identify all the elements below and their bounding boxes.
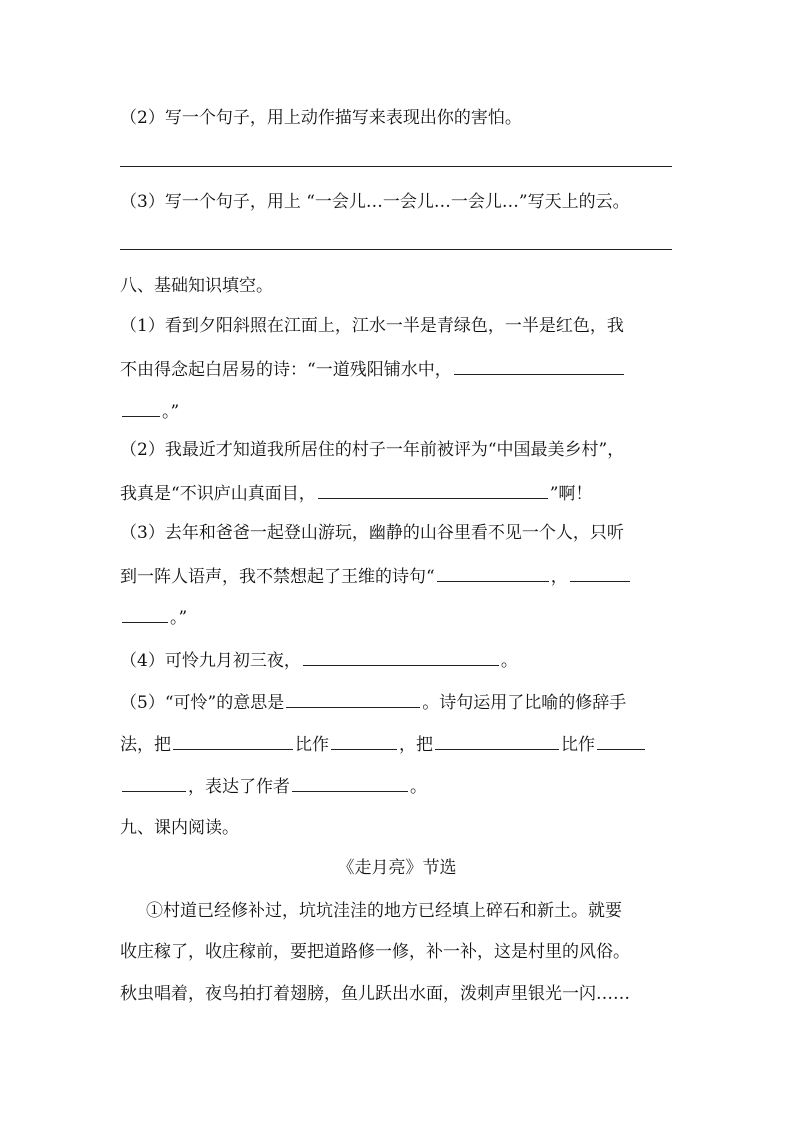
q8-item3-blank-a[interactable] [437, 563, 549, 582]
q8-item2-text: 我真是“不识庐山真面目， [120, 484, 316, 504]
q8-item3-line3 [120, 604, 680, 630]
q8-item3-line1: （3）去年和爸爸一起登山游玩，幽静的山谷里看不见一个人，只听 [120, 523, 624, 543]
q8-item5-line1 [120, 689, 680, 715]
q8-item2-line1: （2）我最近才知道我所居住的村子一年前被评为“中国最美乡村”， [120, 440, 625, 460]
q8-heading: 八、基础知识填空。 [120, 276, 273, 296]
passage-line2: 收庄稼了，收庄稼前，要把道路修一修，补一补，这是村里的风俗。 [120, 942, 630, 962]
q8-item5-blank-d[interactable] [597, 731, 645, 750]
q8-item1-text: 不由得念起白居易的诗：“一道残阳铺水中， [120, 360, 452, 380]
q8-item1-line2 [120, 356, 680, 382]
q8-item5-text-g: ，表达了作者 [188, 777, 290, 797]
q8-item3-blank-b[interactable] [570, 563, 630, 582]
q8-item4-line [120, 647, 680, 673]
q8-item5-text-b: 。诗句运用了比喻的修辞手 [422, 693, 627, 713]
q8-item5-blank-e[interactable] [122, 773, 186, 792]
q8-item1-blank-b[interactable] [122, 398, 160, 417]
q8-item2-end: ”啊！ [549, 484, 593, 504]
q8-item5-blank-c[interactable] [435, 731, 559, 750]
q8-item3-comma: ， [550, 567, 568, 587]
passage-title: 《走月亮》节选 [337, 858, 457, 878]
q8-item5-blank-f[interactable] [292, 773, 408, 792]
q8-item5-text-h: 。 [410, 777, 427, 797]
q8-item3-end: 。” [170, 608, 188, 628]
q8-item5-line3 [120, 773, 680, 799]
q8-item1-line1: （1）看到夕阳斜照在江面上，江水一半是青绿色，一半是红色，我 [120, 316, 624, 336]
q8-item5-line2 [120, 731, 680, 757]
q8-item1-line3 [120, 398, 680, 424]
passage-line1: ①村道已经修补过，坑坑洼洼的地方已经填上碎石和新土。就要 [146, 901, 622, 921]
q9-heading: 九、课内阅读。 [120, 818, 239, 838]
q8-item4-end: 。 [500, 651, 518, 671]
q7-item2-answer-line[interactable] [120, 166, 672, 167]
q8-item5-text-f: 比作 [561, 735, 595, 755]
q8-item1-blank-a[interactable] [454, 356, 624, 375]
q7-item3-prompt: （3）写一个句子，用上 “一会儿…一会儿…一会儿…”写天上的云。 [120, 192, 630, 212]
q8-item5-text-a: （5）“可怜”的意思是 [120, 693, 285, 713]
q8-item4-text: （4）可怜九月初三夜， [120, 651, 301, 671]
q8-item3-line2 [120, 563, 680, 589]
q8-item3-blank-c[interactable] [122, 604, 168, 623]
q8-item2-blank[interactable] [318, 480, 548, 499]
q8-item5-text-d: 比作 [295, 735, 329, 755]
q8-item5-blank-a[interactable] [173, 731, 293, 750]
passage-line3: 秋虫唱着，夜鸟拍打着翅膀，鱼儿跃出水面，泼刺声里银光一闪…… [120, 984, 630, 1004]
q8-item5-text-e: ，把 [399, 735, 433, 755]
q8-item5-blank-b[interactable] [331, 731, 397, 750]
q8-item5-text-c: 法，把 [120, 735, 171, 755]
q7-item3-answer-line[interactable] [120, 249, 672, 250]
q8-item2-line2 [120, 480, 680, 506]
q8-item5-blank-meaning[interactable] [286, 689, 420, 708]
q8-item3-text: 到一阵人语声，我不禁想起了王维的诗句“ [120, 567, 435, 587]
q7-item2-prompt: （2）写一个句子，用上动作描写来表现出你的害怕。 [120, 108, 522, 128]
q8-item1-end: 。” [162, 402, 180, 422]
q8-item4-blank[interactable] [303, 647, 499, 666]
